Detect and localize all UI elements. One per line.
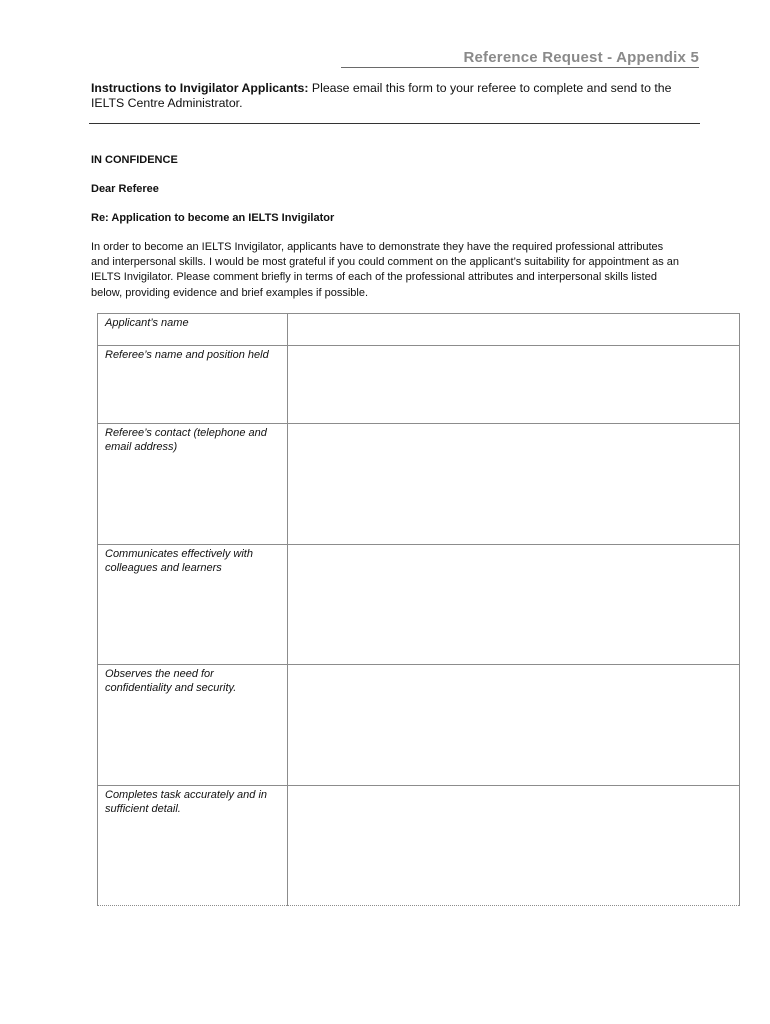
instructions-divider: [89, 123, 700, 124]
communicates-label: Communicates effectively with colleagues and learners: [98, 545, 288, 665]
applicant-name-label: Applicant’s name: [98, 314, 288, 346]
subject-line: Re: Application to become an IELTS Invigilator: [91, 212, 335, 224]
table-row: [98, 665, 740, 786]
reference-form-table: [97, 313, 740, 906]
referee-name-field[interactable]: [288, 346, 740, 424]
instructions: [91, 81, 701, 111]
applicant-name-field[interactable]: [288, 314, 740, 346]
page-title: Reference Request - Appendix 5: [463, 49, 699, 66]
accuracy-label: Completes task accurately and in sufficient detail.: [98, 786, 288, 906]
accuracy-field[interactable]: [288, 786, 740, 906]
table-row: [98, 314, 740, 346]
communicates-field[interactable]: [288, 545, 740, 665]
intro-paragraph: In order to become an IELTS Invigilator, applicants have to demonstrate they have the required professional attributes and interpersonal skills. I would be most grateful if you could comment on the applicant’s suitability for appointment as an IELTS Invigilator. Please comment briefly in terms of each of the professional attributes and interpersonal skills listed below, providing evidence and brief examples if possible.: [91, 241, 680, 299]
referee-name-label: Referee’s name and position held: [98, 346, 288, 424]
confidentiality-label: Observes the need for confidentiality and security.: [98, 665, 288, 786]
referee-contact-field[interactable]: [288, 424, 740, 545]
table-row: [98, 545, 740, 665]
confidentiality-field[interactable]: [288, 665, 740, 786]
confidence-label: IN CONFIDENCE: [91, 154, 178, 166]
salutation: Dear Referee: [91, 183, 159, 195]
referee-contact-label: Referee’s contact (telephone and email address): [98, 424, 288, 545]
instructions-text: Please email this form to your referee to complete and send to the IELTS Centre Administrator.: [91, 81, 672, 110]
table-row: [98, 424, 740, 545]
header-rule: [341, 67, 699, 68]
instructions-lead: Instructions to Invigilator Applicants:: [91, 81, 309, 95]
table-row: [98, 786, 740, 906]
table-row: [98, 346, 740, 424]
